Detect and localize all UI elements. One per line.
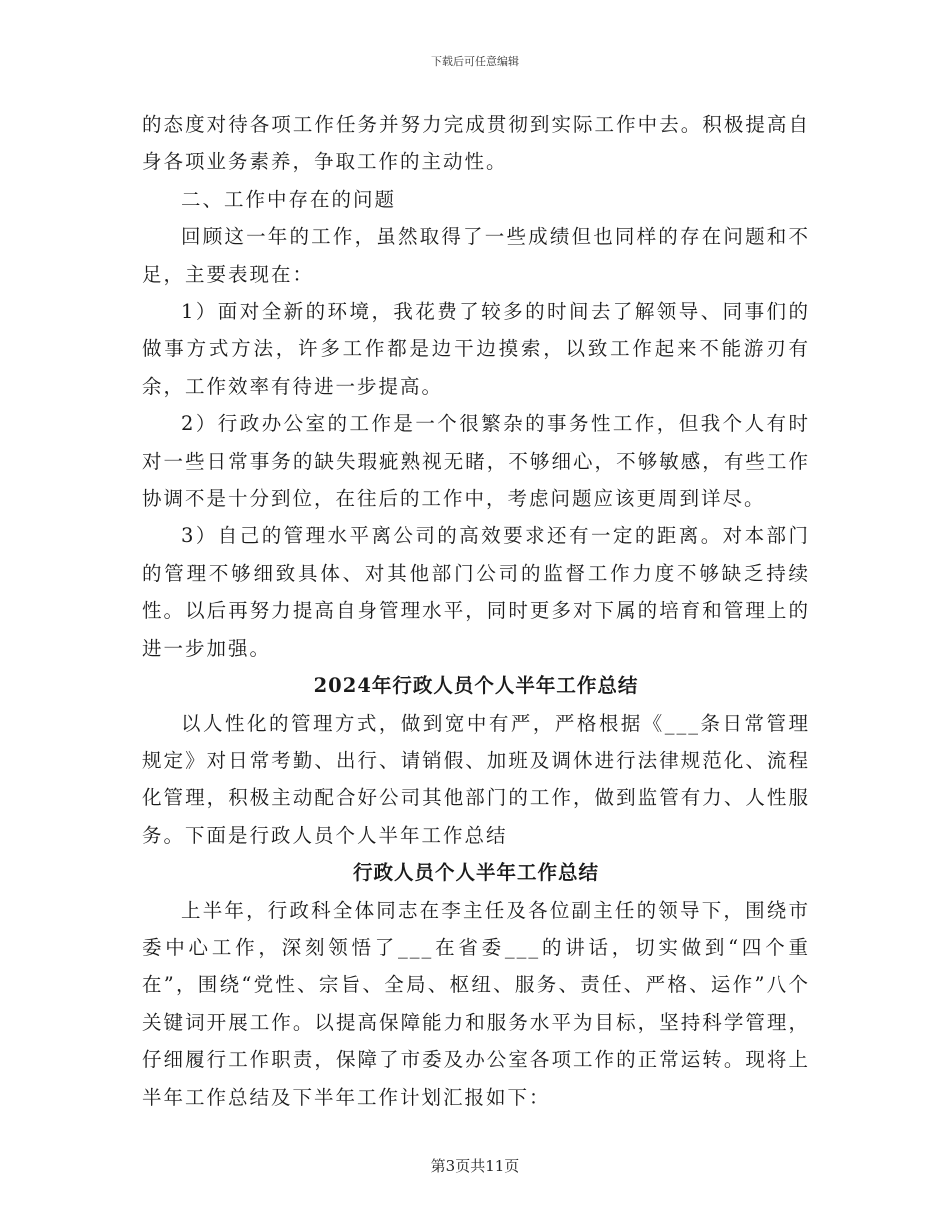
paragraph-summary: 上半年，行政科全体同志在李主任及各位副主任的领导下，围绕市委中心工作，深刻领悟了___在省委___的讲话，切实做到“四个重在”，围绕“党性、宗旨、全局、枢纽、服务、责任、严格、运作”八个关键词开展工作。以提高保障能力和服务水平为目标，坚持科学管理，仔细履行工作职责，保障了市委及办公室各项工作的正常运转。现将上半年工作总结及下半年工作计划汇报如下： bbox=[142, 898, 810, 1109]
page-number: 第3页共11页 bbox=[430, 1157, 520, 1175]
document-title: 2024年行政人员个人半年工作总结 bbox=[313, 674, 639, 698]
document-body bbox=[142, 106, 810, 1116]
paragraph-review: 回顾这一年的工作，虽然取得了一些成绩但也同样的存在问题和不足，主要表现在： bbox=[142, 225, 810, 286]
section-heading-problems: 二、工作中存在的问题 bbox=[181, 187, 397, 211]
list-item-3: 3）自己的管理水平离公司的高效要求还有一定的距离。对本部门的管理不够细致具体、对其他部门公司的监督工作力度不够缺乏持续性。以后再努力提高自身管理水平，同时更多对下属的培育和管理上的进一步加强。 bbox=[142, 524, 810, 660]
page-header: 下载后可任意编辑 bbox=[431, 55, 519, 68]
list-item-1: 1）面对全新的环境，我花费了较多的时间去了解领导、同事们的做事方式方法，许多工作都是边干边摸索，以致工作起来不能游刃有余，工作效率有待进一步提高。 bbox=[142, 300, 810, 398]
paragraph-continuation: 的态度对待各项工作任务并努力完成贯彻到实际工作中去。积极提高自身各项业务素养，争取工作的主动性。 bbox=[142, 113, 810, 174]
section-title: 行政人员个人半年工作总结 bbox=[352, 861, 599, 885]
paragraph-intro: 以人性化的管理方式，做到宽中有严，严格根据《___条日常管理规定》对日常考勤、出行、请销假、加班及调休进行法律规范化、流程化管理，积极主动配合好公司其他部门的工作，做到监管有力、人性服务。下面是行政人员个人半年工作总结 bbox=[142, 711, 810, 847]
list-item-2: 2）行政办公室的工作是一个很繁杂的事务性工作，但我个人有时对一些日常事务的缺失瑕疵熟视无睹，不够细心，不够敏感，有些工作协调不是十分到位，在往后的工作中，考虑问题应该更周到详尽。 bbox=[142, 412, 810, 511]
